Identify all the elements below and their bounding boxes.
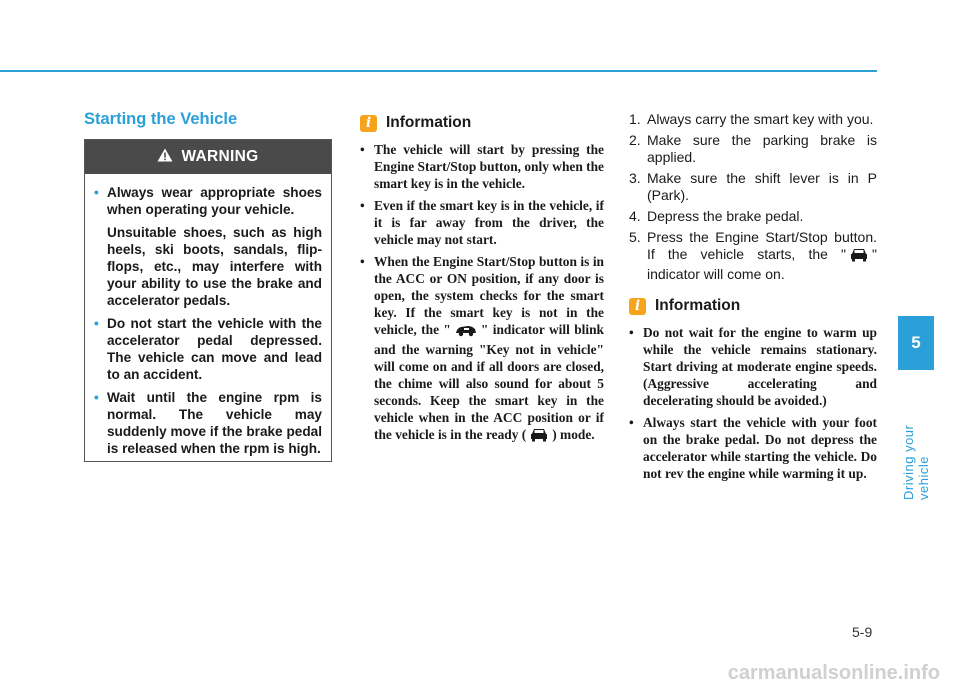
step-item: 4. Depress the brake pedal.	[629, 208, 804, 224]
information-title: Information	[386, 114, 472, 131]
chapter-label: Driving your vehicle	[901, 424, 931, 500]
car-front-icon	[529, 427, 549, 446]
information-header	[629, 297, 877, 315]
warning-item: • Wait until the engine rpm is normal. The vehicle may suddenly move if the brake pedal is released when the rpm is high.	[94, 390, 322, 456]
warning-triangle-icon	[157, 148, 173, 167]
information-item: • Always start the vehicle with your foot on the brake pedal. Do not depress the accelerator while starting the vehicle. Do not rev the engine while warming it up.	[629, 415, 877, 481]
section-title: Starting the Vehicle	[84, 110, 238, 128]
start-steps-list	[629, 111, 877, 283]
step-item: 1. Always carry the smart key with you.	[629, 111, 874, 127]
warning-item-text: Do not start the vehicle with the accelerator pedal depressed. The vehicle can move and lead to an accident.	[107, 316, 322, 382]
information-block-2	[629, 297, 877, 482]
warning-item-text: Always wear appropriate shoes when operating your vehicle.	[107, 185, 322, 217]
warning-item: • Always wear appropriate shoes when operating your vehicle.	[94, 185, 322, 217]
information-item: • Do not wait for the engine to warm up while the vehicle remains stationary. Start driving at moderate engine speeds. (Aggressive accelerating and decelerating should be avoided.)	[629, 325, 877, 408]
watermark: carmanualsonline.info	[727, 662, 940, 684]
warning-body	[85, 174, 331, 457]
information-block-1	[360, 114, 604, 451]
chapter-number-tab: 5	[898, 316, 934, 370]
step-item: 5. Press the Engine Start/Stop button. If the vehicle starts, the " " indicator will come on.	[629, 229, 877, 282]
page-number: 5-9	[852, 624, 873, 640]
column-3	[629, 111, 877, 487]
car-front-icon	[849, 247, 869, 266]
information-item: • Even if the smart key is in the vehicle, if it is far away from the driver, the vehicle may not start.	[360, 198, 604, 247]
warning-item-detail: Unsuitable shoes, such as high heels, ski boots, sandals, flip-flops, etc., may interfere with your ability to use the brake and accelerator pedals.	[107, 225, 322, 308]
top-rule	[0, 70, 877, 72]
information-header	[360, 114, 604, 132]
information-item: • The vehicle will start by pressing the Engine Start/Stop button, only when the smart key is in the vehicle.	[360, 142, 604, 191]
info-icon: i	[629, 298, 646, 315]
car-key-icon	[454, 323, 478, 341]
warning-item: • Do not start the vehicle with the accelerator pedal depressed. The vehicle can move and lead to an accident.	[94, 316, 322, 382]
information-title: Information	[655, 297, 741, 314]
step-item: 2. Make sure the parking brake is applied.	[629, 132, 877, 165]
warning-box	[84, 139, 332, 462]
step-item: 3. Make sure the shift lever is in P (Park).	[629, 170, 877, 203]
warning-item-text: Wait until the engine rpm is normal. The vehicle may suddenly move if the brake pedal is released when the rpm is high.	[107, 390, 322, 456]
information-item: • When the Engine Start/Stop button is in the ACC or ON position, if any door is open, the system checks for the smart key. If the smart key is not in the vehicle, the " " indicator will blink and the warning "Key not in vehicle" will come on and if all doors are closed, the chime will also sound for about 5 seconds. Keep the smart key in the vehicle when in the ACC position or if the vehicle is in the ready ( ) mode.	[360, 253, 604, 446]
warning-header	[85, 140, 331, 174]
info-icon: i	[360, 115, 377, 132]
warning-title: WARNING	[181, 148, 259, 165]
information-list	[360, 141, 604, 446]
information-list	[629, 324, 877, 482]
